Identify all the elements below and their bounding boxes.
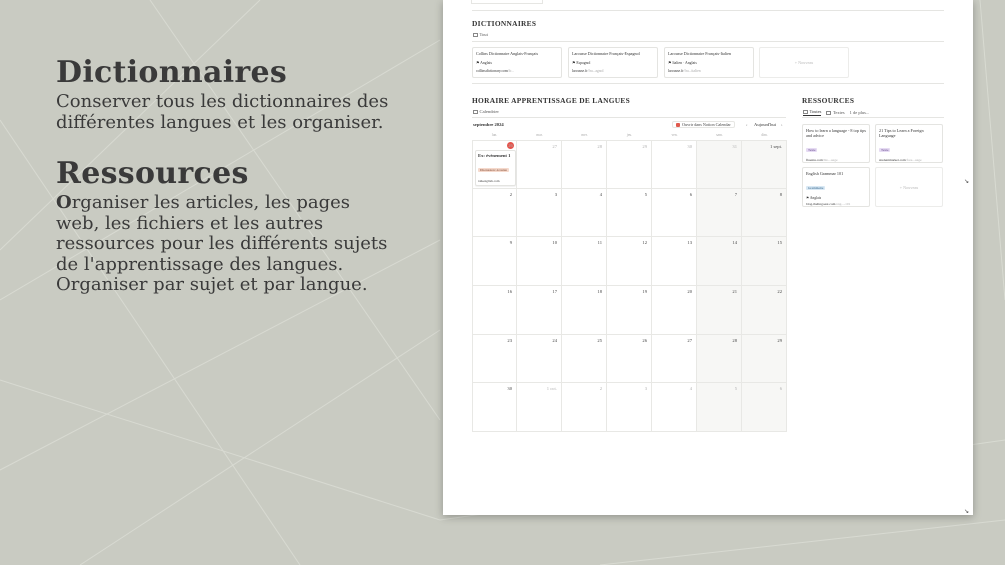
calendar-day-cell[interactable] bbox=[742, 383, 787, 432]
calendar-day-cell[interactable] bbox=[517, 383, 562, 432]
dictionary-card-title: Larousse Dictionnaire Français-Italien bbox=[668, 51, 731, 56]
calendar-day-cell[interactable] bbox=[472, 335, 517, 384]
calendar-day-cell[interactable] bbox=[472, 140, 517, 189]
calendar-view-tab[interactable] bbox=[473, 109, 499, 114]
resource-type-badge: Texte bbox=[808, 148, 816, 153]
calendar-day-cell[interactable] bbox=[697, 237, 742, 286]
calendar-grid bbox=[472, 131, 787, 432]
calendar-day-number: 26 bbox=[508, 143, 513, 148]
resource-card-title: 21 Tips to Learn a Foreign Language bbox=[879, 128, 924, 139]
calendar-day-number: 30 bbox=[507, 386, 512, 392]
feature-description bbox=[56, 56, 396, 296]
weekday-header bbox=[472, 131, 787, 140]
dictionary-card[interactable] bbox=[664, 47, 754, 78]
calendar-day-number: 22 bbox=[777, 289, 782, 295]
calendar-day-number: 4 bbox=[599, 191, 602, 197]
dictionary-card[interactable] bbox=[472, 47, 562, 78]
notion-calendar-icon bbox=[676, 123, 680, 127]
calendar-day-number: 11 bbox=[597, 240, 602, 246]
dictionary-card[interactable] bbox=[568, 47, 658, 78]
calendar-day-cell[interactable] bbox=[652, 189, 697, 238]
calendar-day-number: 8 bbox=[779, 191, 782, 197]
resource-type-badge: Grammaire bbox=[808, 186, 824, 191]
calendar-day-cell[interactable] bbox=[472, 237, 517, 286]
calendar-day-cell[interactable] bbox=[562, 335, 607, 384]
calendar-day-cell[interactable] bbox=[472, 189, 517, 238]
calendar-month: septembre 2024 bbox=[473, 122, 504, 127]
calendar-day-cell[interactable] bbox=[742, 286, 787, 335]
divider bbox=[472, 117, 786, 118]
calendar-day-number: 5 bbox=[644, 191, 647, 197]
resource-type-badge: Texte bbox=[881, 148, 889, 153]
calendar-day-number: 4 bbox=[689, 386, 692, 392]
calendar-day-cell[interactable] bbox=[742, 189, 787, 238]
calendar-day-number: 29 bbox=[777, 337, 782, 343]
calendar-view-label: Calendrier bbox=[479, 109, 499, 114]
calendar-day-number: 18 bbox=[597, 289, 602, 295]
resources-heading: Ressources bbox=[56, 156, 249, 191]
new-resource-button[interactable]: + Nouveau bbox=[875, 167, 943, 207]
resources-view-tabs bbox=[803, 109, 869, 116]
calendar-day-number: 16 bbox=[507, 289, 512, 295]
calendar-day-cell[interactable] bbox=[742, 140, 787, 189]
table-view-icon bbox=[826, 111, 831, 115]
calendar-day-cell[interactable] bbox=[697, 189, 742, 238]
calendar-day-number: 29 bbox=[642, 144, 647, 149]
dictionary-card-url[interactable]: collinsdictionary.com/fr... bbox=[476, 69, 514, 73]
calendar-day-number: 25 bbox=[597, 337, 602, 343]
calendar-week bbox=[472, 189, 787, 238]
event-url[interactable]: talkenglish.com bbox=[478, 179, 500, 183]
calendar-day-cell[interactable] bbox=[607, 189, 652, 238]
resource-card-language: ⚑ Anglais bbox=[806, 196, 822, 201]
dictionaries-view-label: Tout bbox=[479, 32, 488, 37]
divider bbox=[472, 10, 944, 11]
event-tag: Discussion: écoutée bbox=[480, 168, 508, 172]
resources-description bbox=[56, 193, 396, 296]
calendar-day-cell[interactable] bbox=[607, 140, 652, 189]
calendar-day-cell[interactable] bbox=[472, 383, 517, 432]
calendar-day-number: 15 bbox=[777, 240, 782, 246]
calendar-day-number: 28 bbox=[732, 337, 737, 343]
resource-card-title: How to learn a language - 8 top tips and advice bbox=[806, 128, 867, 139]
calendar-week bbox=[472, 286, 787, 335]
weekday-label: jeu. bbox=[626, 133, 633, 137]
calendar-day-cell[interactable] bbox=[652, 237, 697, 286]
divider bbox=[802, 117, 944, 118]
calendar-day-cell[interactable] bbox=[697, 383, 742, 432]
dictionaries-description: Conserver tous les dictionnaires des différentes langues et les organiser. bbox=[56, 91, 389, 133]
calendar-day-cell[interactable] bbox=[652, 335, 697, 384]
calendar-day-cell[interactable] bbox=[562, 189, 607, 238]
calendar-day-cell[interactable] bbox=[562, 286, 607, 335]
dictionary-card-url[interactable]: larousse.fr/fra...italien bbox=[668, 69, 701, 73]
calendar-day-cell[interactable] bbox=[562, 383, 607, 432]
resources-description-rest: rganiser les articles, les pages web, les fichiers et les autres ressources pour les différents sujets de l'apprentissage des langues. Organiser par sujet et par langue. bbox=[56, 192, 388, 295]
calendar-day-number: 19 bbox=[642, 289, 647, 295]
schedule-section-title: HORAIRE APPRENTISSAGE DE LANGUES bbox=[472, 96, 631, 105]
weekday-label: mar. bbox=[536, 133, 543, 137]
tab-all[interactable]: Toutes bbox=[803, 109, 821, 116]
calendar-day-number: 23 bbox=[507, 337, 512, 343]
tab-more[interactable]: 1 de plus... bbox=[849, 110, 870, 115]
calendar-day-cell[interactable] bbox=[607, 383, 652, 432]
calendar-day-number: 21 bbox=[732, 289, 737, 295]
top-block-stub bbox=[471, 0, 543, 4]
today-button[interactable]: Aujourd'hui bbox=[754, 122, 777, 127]
calendar-day-number: 2 bbox=[509, 191, 512, 197]
calendar-week bbox=[472, 140, 787, 189]
tab-texts[interactable]: Textes bbox=[826, 110, 844, 115]
calendar-day-number: 2 bbox=[599, 386, 602, 392]
weekday-label: sam. bbox=[716, 133, 723, 137]
calendar-day-cell[interactable] bbox=[517, 189, 562, 238]
calendar-icon bbox=[473, 110, 478, 114]
calendar-day-cell[interactable] bbox=[652, 286, 697, 335]
resource-card[interactable] bbox=[875, 124, 943, 163]
dictionary-card-url[interactable]: larousse.fr/fra...agnol bbox=[572, 69, 604, 73]
calendar-day-cell[interactable] bbox=[652, 140, 697, 189]
resource-card-title: English Grammar 101 bbox=[806, 171, 844, 176]
dictionary-card-language: ⚑ Espagnol bbox=[572, 61, 591, 65]
weekday-label: ven. bbox=[671, 133, 678, 137]
resource-card-url[interactable]: studentmarket.com/fore...uage bbox=[879, 158, 922, 163]
calendar-day-cell[interactable] bbox=[697, 335, 742, 384]
dictionary-card-title: Larousse Dictionnaire Français-Espagnol bbox=[572, 51, 640, 56]
previous-month-button[interactable]: ‹ bbox=[746, 122, 748, 127]
event-title: Ex: évènement 1 bbox=[478, 153, 511, 158]
table-view-icon bbox=[803, 110, 808, 114]
dictionaries-section-title: DICTIONNAIRES bbox=[472, 19, 537, 28]
calendar-day-number: 31 bbox=[732, 144, 737, 149]
calendar-day-cell[interactable] bbox=[517, 140, 562, 189]
next-month-button[interactable]: › bbox=[781, 122, 783, 127]
calendar-day-number: 1 oct. bbox=[546, 386, 557, 392]
calendar-day-number: 20 bbox=[687, 289, 692, 295]
calendar-day-number: 5 bbox=[734, 386, 737, 392]
calendar-day-number: 26 bbox=[642, 337, 647, 343]
calendar-day-cell[interactable] bbox=[472, 286, 517, 335]
calendar-day-number: 14 bbox=[732, 240, 737, 246]
calendar-week bbox=[472, 335, 787, 384]
calendar-day-number: 17 bbox=[552, 289, 557, 295]
table-view-icon bbox=[473, 33, 478, 37]
calendar-day-cell[interactable] bbox=[697, 140, 742, 189]
resource-card-url[interactable]: blog.thelingoest.com/eng...-101 bbox=[806, 202, 851, 207]
divider bbox=[472, 83, 944, 84]
divider bbox=[472, 41, 944, 42]
calendar-week bbox=[472, 383, 787, 432]
dictionary-card-language: ⚑ Anglais bbox=[476, 61, 492, 65]
new-dictionary-button[interactable]: + Nouveau bbox=[759, 47, 849, 78]
calendar-day-cell[interactable] bbox=[742, 237, 787, 286]
dictionaries-heading: Dictionnaires bbox=[56, 55, 288, 90]
calendar-week bbox=[472, 237, 787, 286]
calendar-toolbar bbox=[472, 121, 786, 129]
calendar-day-cell[interactable] bbox=[562, 140, 607, 189]
calendar-day-cell[interactable] bbox=[517, 286, 562, 335]
dictionary-card-language: ⚑ Italien · Anglais bbox=[668, 61, 697, 65]
open-arrow-icon[interactable]: ↘ bbox=[964, 179, 970, 185]
resize-arrow-icon[interactable]: ↘ bbox=[964, 509, 970, 515]
calendar-day-number: 28 bbox=[597, 144, 602, 149]
calendar-day-number: 12 bbox=[642, 240, 647, 246]
calendar-day-number: 3 bbox=[644, 386, 647, 392]
calendar-day-cell[interactable] bbox=[742, 335, 787, 384]
calendar-event-card[interactable] bbox=[475, 150, 516, 186]
calendar-day-cell[interactable] bbox=[517, 335, 562, 384]
calendar-day-cell[interactable] bbox=[517, 237, 562, 286]
calendar-day-number: 24 bbox=[552, 337, 557, 343]
calendar-day-cell[interactable] bbox=[697, 286, 742, 335]
weekday-label: lun. bbox=[491, 133, 498, 137]
calendar-day-cell[interactable] bbox=[607, 286, 652, 335]
dictionaries-view-tab[interactable] bbox=[473, 32, 488, 37]
calendar-day-cell[interactable] bbox=[607, 237, 652, 286]
weekday-label: mer. bbox=[581, 133, 588, 137]
resource-card[interactable] bbox=[802, 167, 870, 207]
resource-card-url[interactable]: fluentu.com/blo...uage bbox=[806, 158, 838, 163]
resources-section-title: RESSOURCES bbox=[802, 96, 855, 105]
calendar-day-number: 6 bbox=[689, 191, 692, 197]
dictionary-card-title: Collins Dictionnaire Anglais-Français bbox=[476, 51, 539, 56]
calendar-day-number: 7 bbox=[734, 191, 737, 197]
calendar-day-number: 27 bbox=[552, 144, 557, 149]
calendar-day-number: 10 bbox=[552, 240, 557, 246]
resources-description-initial: O bbox=[56, 192, 72, 213]
calendar-day-number: 3 bbox=[554, 191, 557, 197]
weekday-label: dim. bbox=[761, 133, 768, 137]
open-in-notion-calendar-button[interactable]: Ouvrir dans Notion Calendar bbox=[672, 121, 735, 128]
calendar-day-number: 6 bbox=[779, 386, 782, 392]
calendar-day-number: 30 bbox=[687, 144, 692, 149]
notion-page-preview bbox=[443, 0, 973, 515]
calendar-day-cell[interactable] bbox=[562, 237, 607, 286]
resource-card[interactable] bbox=[802, 124, 870, 163]
calendar-day-number: 1 sept. bbox=[770, 144, 782, 149]
calendar-day-number: 9 bbox=[509, 240, 512, 246]
calendar-day-cell[interactable] bbox=[607, 335, 652, 384]
calendar-day-number: 27 bbox=[687, 337, 692, 343]
calendar-day-number: 13 bbox=[687, 240, 692, 246]
calendar-day-cell[interactable] bbox=[652, 383, 697, 432]
